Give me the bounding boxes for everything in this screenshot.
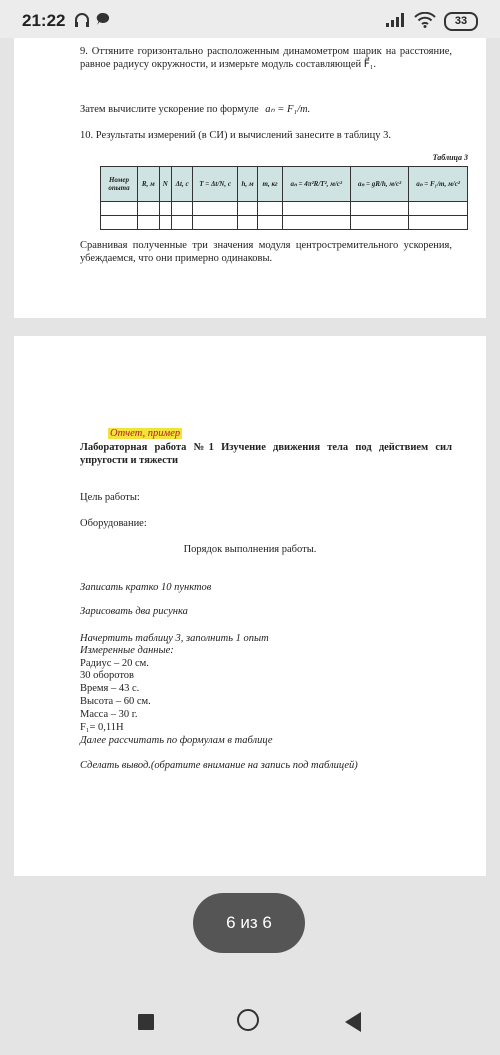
calc-note: Далее рассчитать по формулам в таблице bbox=[80, 735, 273, 746]
measured-item: Высота – 60 см. bbox=[80, 696, 151, 707]
procedure-heading: Порядок выполнения работы. bbox=[183, 544, 317, 555]
measured-item: Радиус – 20 см. bbox=[80, 658, 149, 669]
table-header-cell: Δt, с bbox=[171, 167, 193, 202]
final-note: Сделать вывод.(обратите внимание на запись под таблицей) bbox=[80, 760, 358, 771]
formula: aₙ = F₁/m. bbox=[265, 104, 311, 115]
step-1: Записать кратко 10 пунктов bbox=[80, 582, 212, 593]
wifi-icon bbox=[414, 12, 436, 28]
status-time: 21:22 bbox=[22, 11, 66, 30]
table-header-row bbox=[101, 167, 468, 202]
table-header-cell: aₙ = F₁/m, м/с² bbox=[409, 167, 468, 202]
chat-icon bbox=[96, 12, 111, 27]
item-9-text: 9. Оттяните горизонтально расположенным динамометром шарик на расстояние, равное радиусу окружности, и измерьте модуль составляющей F⃗₁. bbox=[80, 46, 452, 70]
item-10-text: 10. Результаты измерений (в СИ) и вычислений занесите в таблицу 3. bbox=[80, 130, 392, 141]
step-3: Начертить таблицу 3, заполнить 1 опыт bbox=[80, 633, 269, 644]
home-icon[interactable] bbox=[237, 1009, 259, 1031]
measured-label: Измеренные данные: bbox=[80, 645, 174, 656]
measured-item: 30 оборотов bbox=[80, 670, 134, 681]
document-page-2 bbox=[14, 336, 486, 876]
formula-line bbox=[80, 104, 460, 117]
equipment-label: Оборудование: bbox=[80, 518, 147, 529]
page-indicator[interactable]: 6 из 6 bbox=[193, 893, 305, 953]
table-caption: Таблица 3 bbox=[432, 153, 468, 162]
table-row bbox=[101, 216, 468, 230]
conclusion-text: Сравнивая полученные три значения модуля центростремительного ускорения, убеждаемся, что они примерно одинаковы. bbox=[80, 240, 452, 264]
document-page-1 bbox=[14, 38, 486, 318]
table-header-cell: aₙ = gR/h, м/с² bbox=[350, 167, 408, 202]
table-header-cell: Номер опыта bbox=[101, 167, 138, 202]
formula-text: Затем вычислите ускорение по формуле bbox=[80, 104, 259, 115]
recent-apps-icon[interactable] bbox=[138, 1014, 154, 1030]
table-header-cell: T = Δt/N, с bbox=[193, 167, 237, 202]
headphones-icon bbox=[74, 12, 90, 28]
report-label bbox=[108, 428, 182, 441]
status-bar bbox=[0, 0, 500, 38]
navigation-bar bbox=[0, 990, 500, 1055]
report-label-text: Отчет, пример bbox=[110, 428, 181, 439]
measurement-table bbox=[100, 166, 468, 230]
measured-item: Время – 43 с. bbox=[80, 683, 140, 694]
back-icon[interactable] bbox=[345, 1012, 361, 1032]
measured-item: Масса – 30 г. bbox=[80, 709, 138, 720]
report-title: Лабораторная работа №1 Изучение движения тела под действием сил упругости и тяжести bbox=[80, 442, 452, 466]
table-header-cell: h, м bbox=[237, 167, 258, 202]
signal-icon bbox=[386, 12, 408, 27]
battery-icon: 33 bbox=[444, 12, 478, 31]
table-header-cell: aₙ = 4π²R/T², м/с² bbox=[282, 167, 350, 202]
measured-item: F₁= 0,11Н bbox=[80, 722, 124, 733]
table-header-cell: m, кг bbox=[258, 167, 282, 202]
table-header-cell: N bbox=[159, 167, 171, 202]
table-row bbox=[101, 202, 468, 216]
table-header-cell: R, м bbox=[138, 167, 160, 202]
goal-label: Цель работы: bbox=[80, 492, 140, 503]
step-2: Зарисовать два рисунка bbox=[80, 606, 188, 617]
